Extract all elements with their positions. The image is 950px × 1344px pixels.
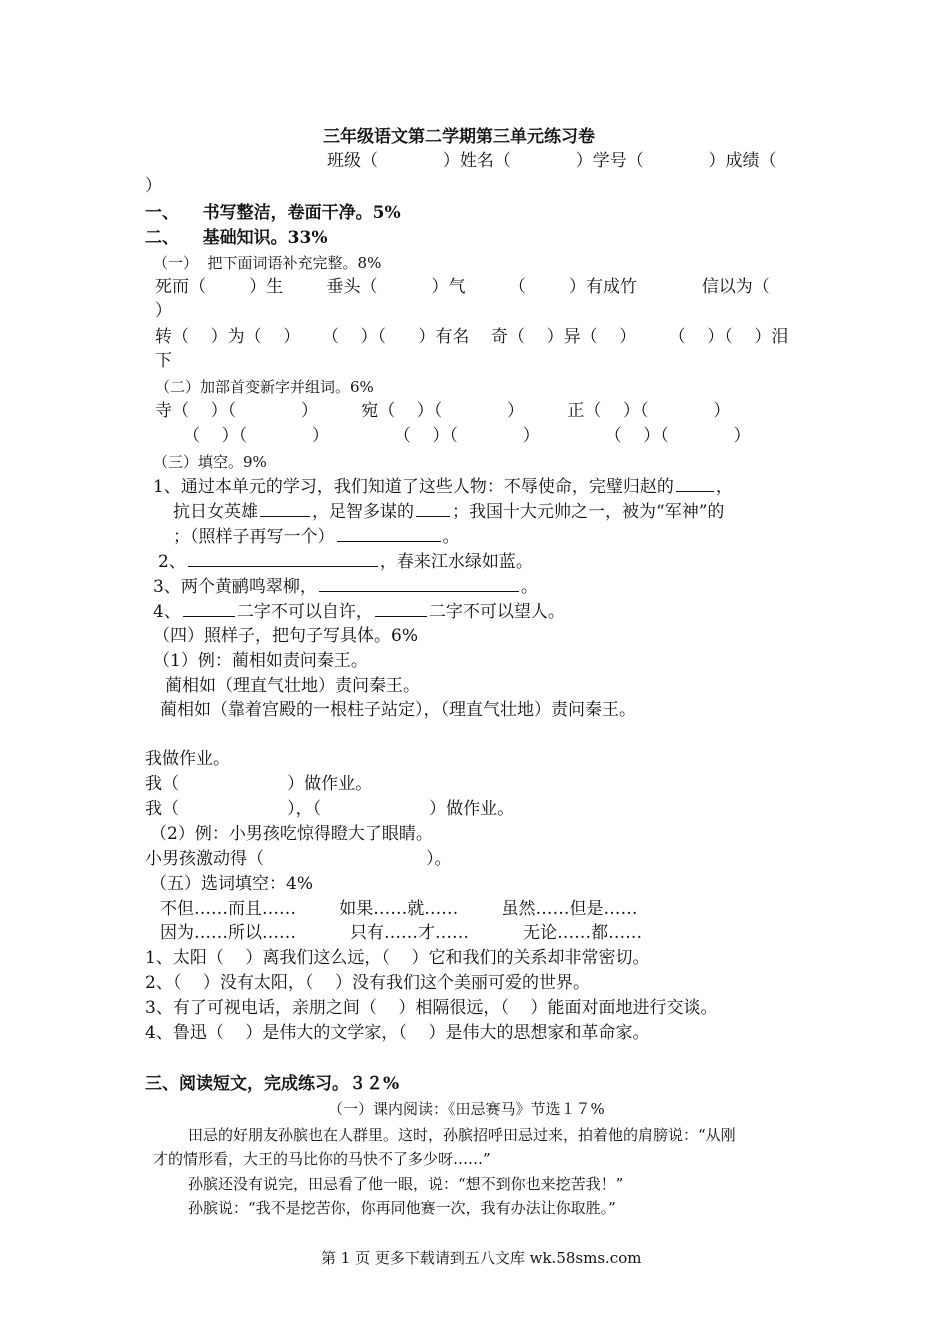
part-1-row-1: 死而（ ）生 垂头（ ）气 （ ）有成竹 信以为（ xyxy=(155,277,770,297)
part-4-q2: 小男孩激动得（ ）。 xyxy=(145,849,452,869)
part-1-heading: （一） 把下面词语补充完整。8% xyxy=(153,254,382,272)
part-5-q2: 2、（ ）没有太阳，（ ）没有我们这个美丽可爱的世界。 xyxy=(145,973,591,993)
part-4-q1: 我做作业。 xyxy=(145,749,230,769)
part-4-heading: （四）照样子，把句子写具体。6% xyxy=(153,626,418,646)
section-3-heading: 三、阅读短文，完成练习。３２% xyxy=(145,1074,400,1094)
reading-paragraph-1-a: 田忌的好朋友孙膑也在人群里。这时，孙膑招呼田忌过来，拍着他的肩膀说：“从刚 xyxy=(188,1126,736,1144)
part-5-q3: 3、有了可视电话，亲朋之间（ ）相隔很远，（ ）能面对面地进行交谈。 xyxy=(145,998,718,1018)
part-4-example-2: （2）例：小男孩吃惊得瞪大了眼睛。 xyxy=(150,824,433,844)
page-footer: 第 1 页 更多下载请到五八文库 wk.58sms.com xyxy=(321,1249,642,1267)
student-info-wrap: ） xyxy=(145,176,162,196)
part-3-q4: 4、 二字不可以自许， 二字不可以望人。 xyxy=(153,602,565,622)
part-3-q1-line-b: 抗日女英雄 ，足智多谋的 ；我国十大元帅之一，被为“军神”的 xyxy=(173,502,725,522)
part-5-q4: 4、鲁迅（ ）是伟大的文学家，（ ）是伟大的思想家和革命家。 xyxy=(145,1023,650,1043)
reading-paragraph-2: 孙膑还没有说完，田忌看了他一眼，说：“想不到你也来挖苦我！” xyxy=(188,1175,624,1193)
part-4-q1-a: 我（ ）做作业。 xyxy=(145,774,373,794)
page-title: 三年级语文第二学期第三单元练习卷 xyxy=(323,127,595,147)
part-4-example-1: （1）例：蔺相如责问秦王。 xyxy=(153,651,368,671)
part-4-example-1-a: 蔺相如（理直气壮地）责问秦王。 xyxy=(165,676,420,696)
part-3-q3: 3、两个黄鹂鸣翠柳， 。 xyxy=(153,577,538,597)
section-1-heading: 一、 书写整洁，卷面干净。5% xyxy=(145,203,401,223)
part-5-q1: 1、太阳（ ）离我们这么远，（ ）它和我们的关系却非常密切。 xyxy=(145,948,650,968)
part-3-q2: 2、 ，春来江水绿如蓝。 xyxy=(158,552,533,572)
section-2-heading: 二、 基础知识。33% xyxy=(145,228,328,248)
part-2-row-2: （ ）（ ） （ ）（ ） （ ）（ ） xyxy=(183,426,751,446)
part-5-word-options-1: 不但……而且…… 如果……就…… 虽然……但是…… xyxy=(160,899,638,919)
part-2-heading: （二）加部首变新字并组词。6% xyxy=(155,378,374,396)
part-4-q1-b: 我（ ），（ ）做作业。 xyxy=(145,799,515,819)
part-5-heading: （五）选词填空：4% xyxy=(150,874,313,894)
part-1-row-2: 转（ ）为（ ） （ ）（ ）有名 奇（ ）异（ ） （ ）（ ）泪 xyxy=(155,327,789,347)
reading-heading: （一）课内阅读：《田忌赛马》节选１７% xyxy=(328,1100,605,1118)
reading-paragraph-3: 孙膑说：“我不是挖苦你，你再同他赛一次，我有办法让你取胜。” xyxy=(188,1199,616,1217)
part-2-row-1: 寺（ ）（ ） 宛（ ）（ ） 正（ ）（ ） xyxy=(155,401,731,421)
part-3-q1-line-c: ；（照样子再写一个） 。 xyxy=(173,527,460,547)
part-3-q1-line-a: 1、通过本单元的学习，我们知道了这些人物：不辱使命，完璧归赵的 ， xyxy=(153,477,733,497)
part-1-row-2-wrap: 下 xyxy=(155,351,172,371)
reading-paragraph-1-b: 才的情形看，大王的马比你的马快不了多少呀……” xyxy=(153,1150,491,1168)
part-3-heading: （三）填空。9% xyxy=(153,453,267,471)
part-5-word-options-2: 因为……所以…… 只有……才…… 无论……都…… xyxy=(160,923,643,943)
part-1-row-1-wrap: ） xyxy=(155,301,172,321)
part-4-example-1-b: 蔺相如（靠着宫殿的一根柱子站定），（理直气壮地）责问秦王。 xyxy=(160,700,636,720)
student-info-line: 班级（ ）姓名（ ）学号（ ）成绩（ xyxy=(327,151,777,171)
